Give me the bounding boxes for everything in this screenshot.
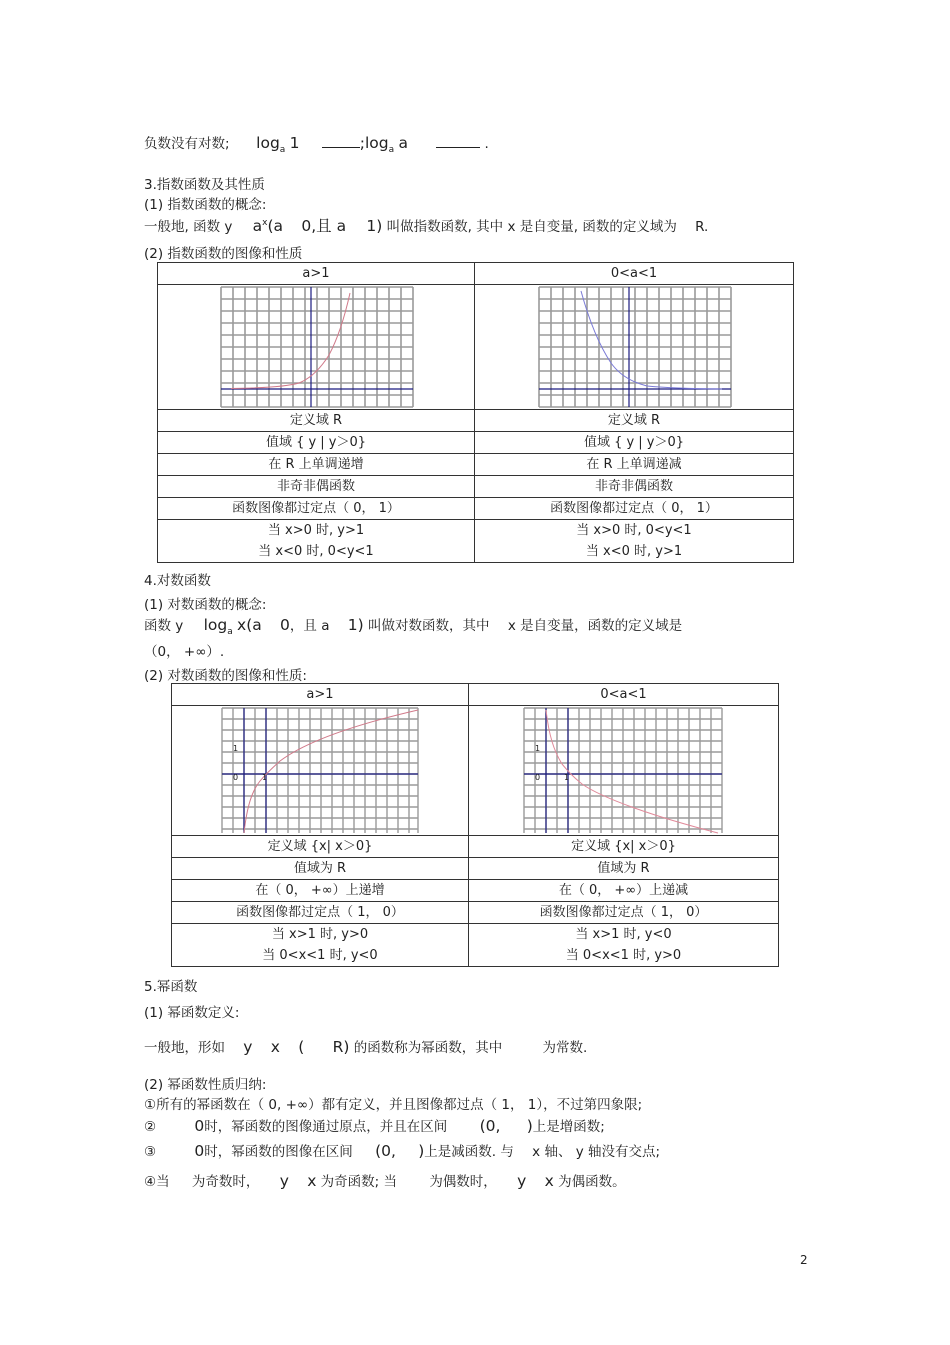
section5-sub1: (1) 幂函数定义: — [144, 1005, 240, 1021]
def-text: ) — [526, 1117, 533, 1135]
section3-title: 3.指数函数及其性质 — [144, 177, 265, 193]
def-text: 0 — [194, 1142, 205, 1160]
def-sup: x — [262, 218, 268, 228]
def-text: ( — [298, 1038, 305, 1056]
section3-sub1: (1) 指数函数的概念: — [144, 197, 267, 213]
def-text: x — [270, 1038, 280, 1056]
log-monotonic: 在（ 0， +∞）上递减 — [469, 880, 779, 902]
def-text: 为奇函数; 当 — [320, 1174, 398, 1190]
def-text: 一般地, 函数 y — [144, 219, 233, 235]
exp-range: 值域 { y | y＞0} — [475, 432, 794, 454]
def-text: 0 — [280, 616, 290, 634]
log-domain: 定义域 {x| x＞0} — [469, 836, 779, 858]
exp-graph-decreasing — [537, 285, 732, 409]
log-a-1-label: log — [256, 134, 280, 152]
section4-domain: （0， +∞）. — [144, 644, 225, 660]
section5-definition — [144, 1036, 587, 1056]
log-table — [171, 683, 779, 967]
def-text: 且 a — [316, 217, 347, 235]
log-a-a-arg: a — [398, 134, 408, 152]
exp-fixed-point: 函数图像都过定点（ 0， 1） — [158, 498, 475, 520]
log-fixed-point: 函数图像都过定点（ 1， 0） — [172, 902, 469, 924]
def-text: y — [243, 1038, 253, 1056]
blank-1 — [322, 135, 360, 148]
exp-monotonic: 在 R 上单调递增 — [158, 454, 475, 476]
log-value-cases — [172, 924, 469, 967]
def-text: ④当 — [144, 1174, 170, 1190]
log-domain: 定义域 {x| x＞0} — [172, 836, 469, 858]
log-monotonic: 在（ 0， +∞）上递增 — [172, 880, 469, 902]
tick-1-y: 1 — [233, 744, 239, 753]
def-text: 为偶数时， — [429, 1174, 497, 1190]
page-number: 2 — [800, 1253, 808, 1267]
def-text: 叫做对数函数，其中 — [368, 618, 490, 634]
def-text: 0 — [194, 1117, 205, 1135]
section4-sub1: (1) 对数函数的概念: — [144, 597, 267, 613]
def-text: x — [307, 1172, 317, 1190]
def-text: 为常数. — [542, 1040, 588, 1056]
def-sub: a — [227, 627, 233, 637]
tick-0: 0 — [233, 773, 239, 782]
tick-1-y: 1 — [534, 744, 540, 753]
power-property-4 — [144, 1170, 626, 1190]
power-property-3 — [144, 1140, 660, 1160]
def-text: y — [279, 1172, 289, 1190]
section5-sub2: (2) 幂函数性质归纳: — [144, 1077, 267, 1093]
log-a-a-label: ;log — [359, 134, 389, 152]
intro-prefix: 负数没有对数; — [144, 136, 230, 152]
exp-header-a-lt-1: 0<a<1 — [475, 263, 794, 285]
def-text: (a — [267, 217, 284, 235]
exp-graph-increasing — [219, 285, 414, 409]
circled-number: ③ — [144, 1144, 157, 1160]
power-property-1: ①所有的幂函数在（ 0, +∞）都有定义，并且图像都过点（ 1， 1），不过第四象限; — [144, 1097, 643, 1113]
def-text: x 是自变量，函数的定义域是 — [507, 618, 683, 634]
log-sub: a — [388, 145, 395, 155]
exp-range: 值域 { y | y＞0} — [158, 432, 475, 454]
def-text: 为奇数时， — [191, 1174, 260, 1190]
intro-line — [144, 132, 489, 155]
log-value-cases — [469, 924, 779, 967]
def-text: 函数 y — [144, 618, 184, 634]
tick-1-x: 1 — [563, 773, 569, 782]
def-text: 1) — [366, 217, 383, 235]
tick-0: 0 — [534, 773, 540, 782]
def-text: 时，幂函数的图像通过原点，并且在区间 — [204, 1119, 448, 1135]
log-header-a-lt-1: 0<a<1 — [469, 684, 779, 706]
exp-domain: 定义域 R — [158, 410, 475, 432]
log-graph-increasing — [220, 706, 420, 835]
exp-value-cases — [158, 520, 475, 563]
grid — [524, 708, 722, 833]
exp-fixed-point: 函数图像都过定点（ 0， 1） — [475, 498, 794, 520]
tick-1-x: 1 — [262, 773, 268, 782]
grid — [222, 708, 418, 833]
log-fixed-point: 函数图像都过定点（ 1， 0） — [469, 902, 779, 924]
section4-title: 4.对数函数 — [144, 573, 211, 589]
log-curve-a-gt-1 — [244, 710, 418, 833]
def-text: 叫做指数函数, 其中 x 是自变量, 函数的定义域为 — [386, 219, 677, 235]
curve-a-gt-1 — [231, 293, 350, 389]
intro-end: . — [484, 136, 489, 152]
exp-value-cases — [475, 520, 794, 563]
case-line: 当 x>1 时, y<0 — [575, 927, 672, 942]
def-text: x(a — [237, 616, 262, 634]
def-text: log — [203, 616, 228, 634]
def-text: (0, — [375, 1142, 396, 1160]
case-line: 当 x>0 时, y>1 — [267, 523, 365, 538]
case-line: 当 x<0 时, y>1 — [585, 544, 683, 559]
def-text: ) — [418, 1142, 425, 1160]
def-text: R) — [332, 1038, 350, 1056]
def-text: ，且 a — [289, 618, 330, 634]
curve-a-lt-1 — [581, 291, 722, 389]
section4-sub2: (2) 对数函数的图像和性质: — [144, 668, 307, 684]
def-text: 上是增函数; — [532, 1119, 605, 1135]
log-range: 值域为 R — [469, 858, 779, 880]
log-header-a-gt-1: a>1 — [172, 684, 469, 706]
def-text: R. — [695, 219, 709, 235]
exp-monotonic: 在 R 上单调递减 — [475, 454, 794, 476]
exp-parity: 非奇非偶函数 — [158, 476, 475, 498]
def-text: 时，幂函数的图像在区间 — [204, 1144, 353, 1160]
exp-header-a-gt-1: a>1 — [158, 263, 475, 285]
section3-sub2: (2) 指数函数的图像和性质 — [144, 246, 303, 262]
def-text: (0, — [479, 1117, 501, 1135]
def-text: a — [252, 217, 263, 235]
exp-parity: 非奇非偶函数 — [475, 476, 794, 498]
log-range: 值域为 R — [172, 858, 469, 880]
case-line: 当 x<0 时, 0<y<1 — [258, 544, 374, 559]
circled-number: ② — [144, 1119, 157, 1135]
power-property-2 — [144, 1115, 605, 1135]
section5-title: 5.幂函数 — [144, 979, 198, 995]
case-line: 当 x>0 时, 0<y<1 — [576, 523, 692, 538]
section3-definition — [144, 214, 708, 236]
case-line: 当 0<x<1 时, y>0 — [565, 948, 682, 963]
log-graph-decreasing — [522, 706, 726, 835]
def-text: x — [544, 1172, 554, 1190]
section4-definition — [144, 614, 683, 637]
def-text: 为偶函数。 — [558, 1174, 626, 1190]
log-curve-a-lt-1 — [546, 710, 718, 833]
case-line: 当 0<x<1 时, y<0 — [262, 948, 378, 963]
def-text: 的函数称为幂函数，其中 — [353, 1040, 503, 1056]
blank-2 — [436, 135, 480, 148]
def-text: 0, — [301, 217, 317, 235]
exp-domain: 定义域 R — [475, 410, 794, 432]
log-sub: a — [279, 145, 286, 155]
def-text: 1) — [347, 616, 364, 634]
log-a-1-arg: 1 — [289, 134, 300, 152]
def-text: y — [517, 1172, 527, 1190]
def-text: 一般地，形如 — [144, 1040, 225, 1056]
case-line: 当 x>1 时, y>0 — [271, 927, 369, 942]
exponential-table — [157, 262, 794, 563]
def-text: 上是减函数. 与 — [424, 1144, 514, 1160]
def-text: x 轴、 y 轴没有交点; — [532, 1144, 661, 1160]
